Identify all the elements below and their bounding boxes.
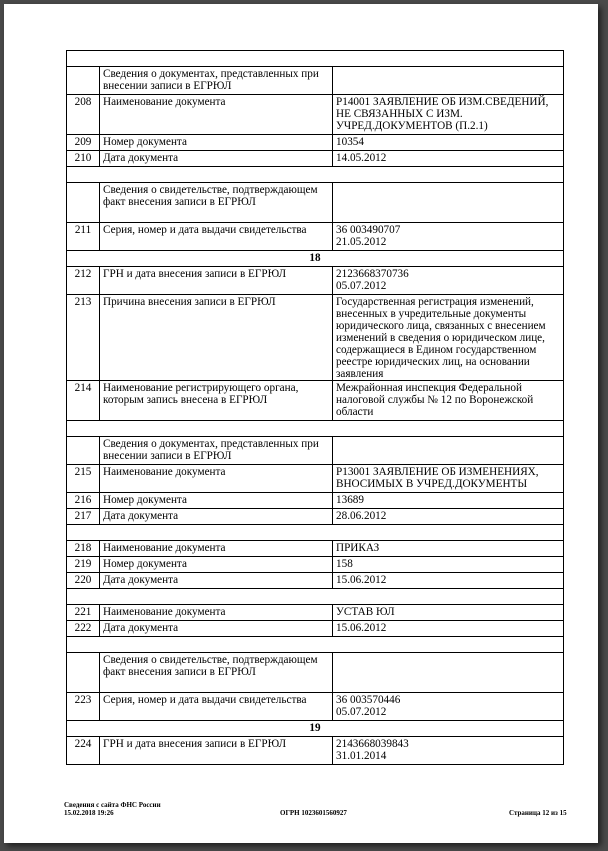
row-number-empty <box>67 437 100 465</box>
section-number: 19 <box>67 721 564 737</box>
spacer-row <box>67 589 564 605</box>
row-number: 208 <box>67 95 100 135</box>
row-number: 220 <box>67 573 100 589</box>
table-row <box>67 465 564 493</box>
row-number: 211 <box>67 223 100 251</box>
footer-source-date: 15.02.2018 19:26 <box>64 809 114 817</box>
field-value: 15.06.2012 <box>333 621 564 637</box>
field-label: Наименование документа <box>100 465 333 493</box>
field-label: Номер документа <box>100 557 333 573</box>
spacer-cell <box>67 525 564 541</box>
footer-page-number: Страница 12 из 15 <box>509 809 567 817</box>
section-number-row <box>67 251 564 267</box>
table-row <box>67 267 564 295</box>
value-empty <box>333 183 564 223</box>
row-number: 219 <box>67 557 100 573</box>
field-label: Дата документа <box>100 621 333 637</box>
field-value: 2123668370736 05.07.2012 <box>333 267 564 295</box>
field-value: 36 003490707 21.05.2012 <box>333 223 564 251</box>
table-row <box>67 693 564 721</box>
group-header-row <box>67 437 564 465</box>
row-number-empty <box>67 653 100 693</box>
field-label: Серия, номер и дата выдачи свидетельства <box>100 223 333 251</box>
field-value: 13689 <box>333 493 564 509</box>
field-value: Государственная регистрация изменений, внесенных в учредительные документы юридического лица, связанных с внесением изменений в сведения о юридическом лице, содержащиеся в Едином государственном реестре юридических лиц, на основании заявления <box>333 295 564 381</box>
table-row <box>67 151 564 167</box>
field-value: 28.06.2012 <box>333 509 564 525</box>
field-label: ГРН и дата внесения записи в ЕГРЮЛ <box>100 267 333 295</box>
field-label: Номер документа <box>100 135 333 151</box>
table-row <box>67 573 564 589</box>
spacer-row <box>67 525 564 541</box>
field-label: Дата документа <box>100 151 333 167</box>
egrul-extract-table <box>66 50 564 765</box>
field-label: Наименование документа <box>100 541 333 557</box>
row-number: 223 <box>67 693 100 721</box>
spacer-cell <box>67 167 564 183</box>
table-row <box>67 605 564 621</box>
row-number-empty <box>67 67 100 95</box>
group-header-label: Сведения о свидетельстве, подтверждающем факт внесения записи в ЕГРЮЛ <box>100 653 333 693</box>
field-label: Наименование документа <box>100 605 333 621</box>
field-value: ПРИКАЗ <box>333 541 564 557</box>
group-header-label: Сведения о документах, представленных при внесении записи в ЕГРЮЛ <box>100 67 333 95</box>
row-number: 210 <box>67 151 100 167</box>
field-value: 10354 <box>333 135 564 151</box>
spacer-cell <box>67 51 564 67</box>
value-empty <box>333 653 564 693</box>
spacer-cell <box>67 421 564 437</box>
table-row <box>67 557 564 573</box>
field-value: 15.06.2012 <box>333 573 564 589</box>
field-value: 36 003570446 05.07.2012 <box>333 693 564 721</box>
table-row <box>67 493 564 509</box>
field-label: Наименование документа <box>100 95 333 135</box>
spacer-row <box>67 167 564 183</box>
row-number: 216 <box>67 493 100 509</box>
spacer-row <box>67 51 564 67</box>
row-number: 213 <box>67 295 100 381</box>
row-number: 217 <box>67 509 100 525</box>
row-number: 218 <box>67 541 100 557</box>
field-label: Дата документа <box>100 509 333 525</box>
row-number: 215 <box>67 465 100 493</box>
field-value: Р14001 ЗАЯВЛЕНИЕ ОБ ИЗМ.СВЕДЕНИЙ, НЕ СВЯЗАННЫХ С ИЗМ. УЧРЕД.ДОКУМЕНТОВ (П.2.1) <box>333 95 564 135</box>
row-number: 221 <box>67 605 100 621</box>
section-number-row <box>67 721 564 737</box>
spacer-row <box>67 637 564 653</box>
footer-source-title: Сведения с сайта ФНС России <box>64 801 161 809</box>
document-page <box>4 4 598 843</box>
group-header-row <box>67 653 564 693</box>
table-row <box>67 509 564 525</box>
group-header-row <box>67 183 564 223</box>
value-empty <box>333 67 564 95</box>
table-row <box>67 295 564 381</box>
row-number: 222 <box>67 621 100 637</box>
row-number: 224 <box>67 737 100 765</box>
field-value: Межрайонная инспекция Федеральной налоговой службы № 12 по Воронежской области <box>333 381 564 421</box>
footer-ogrn: ОГРН 1023601560927 <box>280 809 347 817</box>
value-empty <box>333 437 564 465</box>
table-row <box>67 621 564 637</box>
footer-source <box>64 801 161 817</box>
field-label: Причина внесения записи в ЕГРЮЛ <box>100 295 333 381</box>
row-number: 209 <box>67 135 100 151</box>
table-row <box>67 541 564 557</box>
field-value: УСТАВ ЮЛ <box>333 605 564 621</box>
field-label: Дата документа <box>100 573 333 589</box>
field-value: Р13001 ЗАЯВЛЕНИЕ ОБ ИЗМЕНЕНИЯХ, ВНОСИМЫХ В УЧРЕД.ДОКУМЕНТЫ <box>333 465 564 493</box>
field-label: Наименование регистрирующего органа, которым запись внесена в ЕГРЮЛ <box>100 381 333 421</box>
field-value: 158 <box>333 557 564 573</box>
group-header-label: Сведения о свидетельстве, подтверждающем факт внесения записи в ЕГРЮЛ <box>100 183 333 223</box>
spacer-cell <box>67 589 564 605</box>
spacer-row <box>67 421 564 437</box>
group-header-row <box>67 67 564 95</box>
section-number: 18 <box>67 251 564 267</box>
group-header-label: Сведения о документах, представленных при внесении записи в ЕГРЮЛ <box>100 437 333 465</box>
field-value: 14.05.2012 <box>333 151 564 167</box>
table-row <box>67 135 564 151</box>
field-label: Серия, номер и дата выдачи свидетельства <box>100 693 333 721</box>
row-number: 212 <box>67 267 100 295</box>
spacer-cell <box>67 637 564 653</box>
table-row <box>67 737 564 765</box>
table-row <box>67 95 564 135</box>
row-number-empty <box>67 183 100 223</box>
table-row <box>67 223 564 251</box>
field-label: ГРН и дата внесения записи в ЕГРЮЛ <box>100 737 333 765</box>
row-number: 214 <box>67 381 100 421</box>
table-row <box>67 381 564 421</box>
field-value: 2143668039843 31.01.2014 <box>333 737 564 765</box>
field-label: Номер документа <box>100 493 333 509</box>
